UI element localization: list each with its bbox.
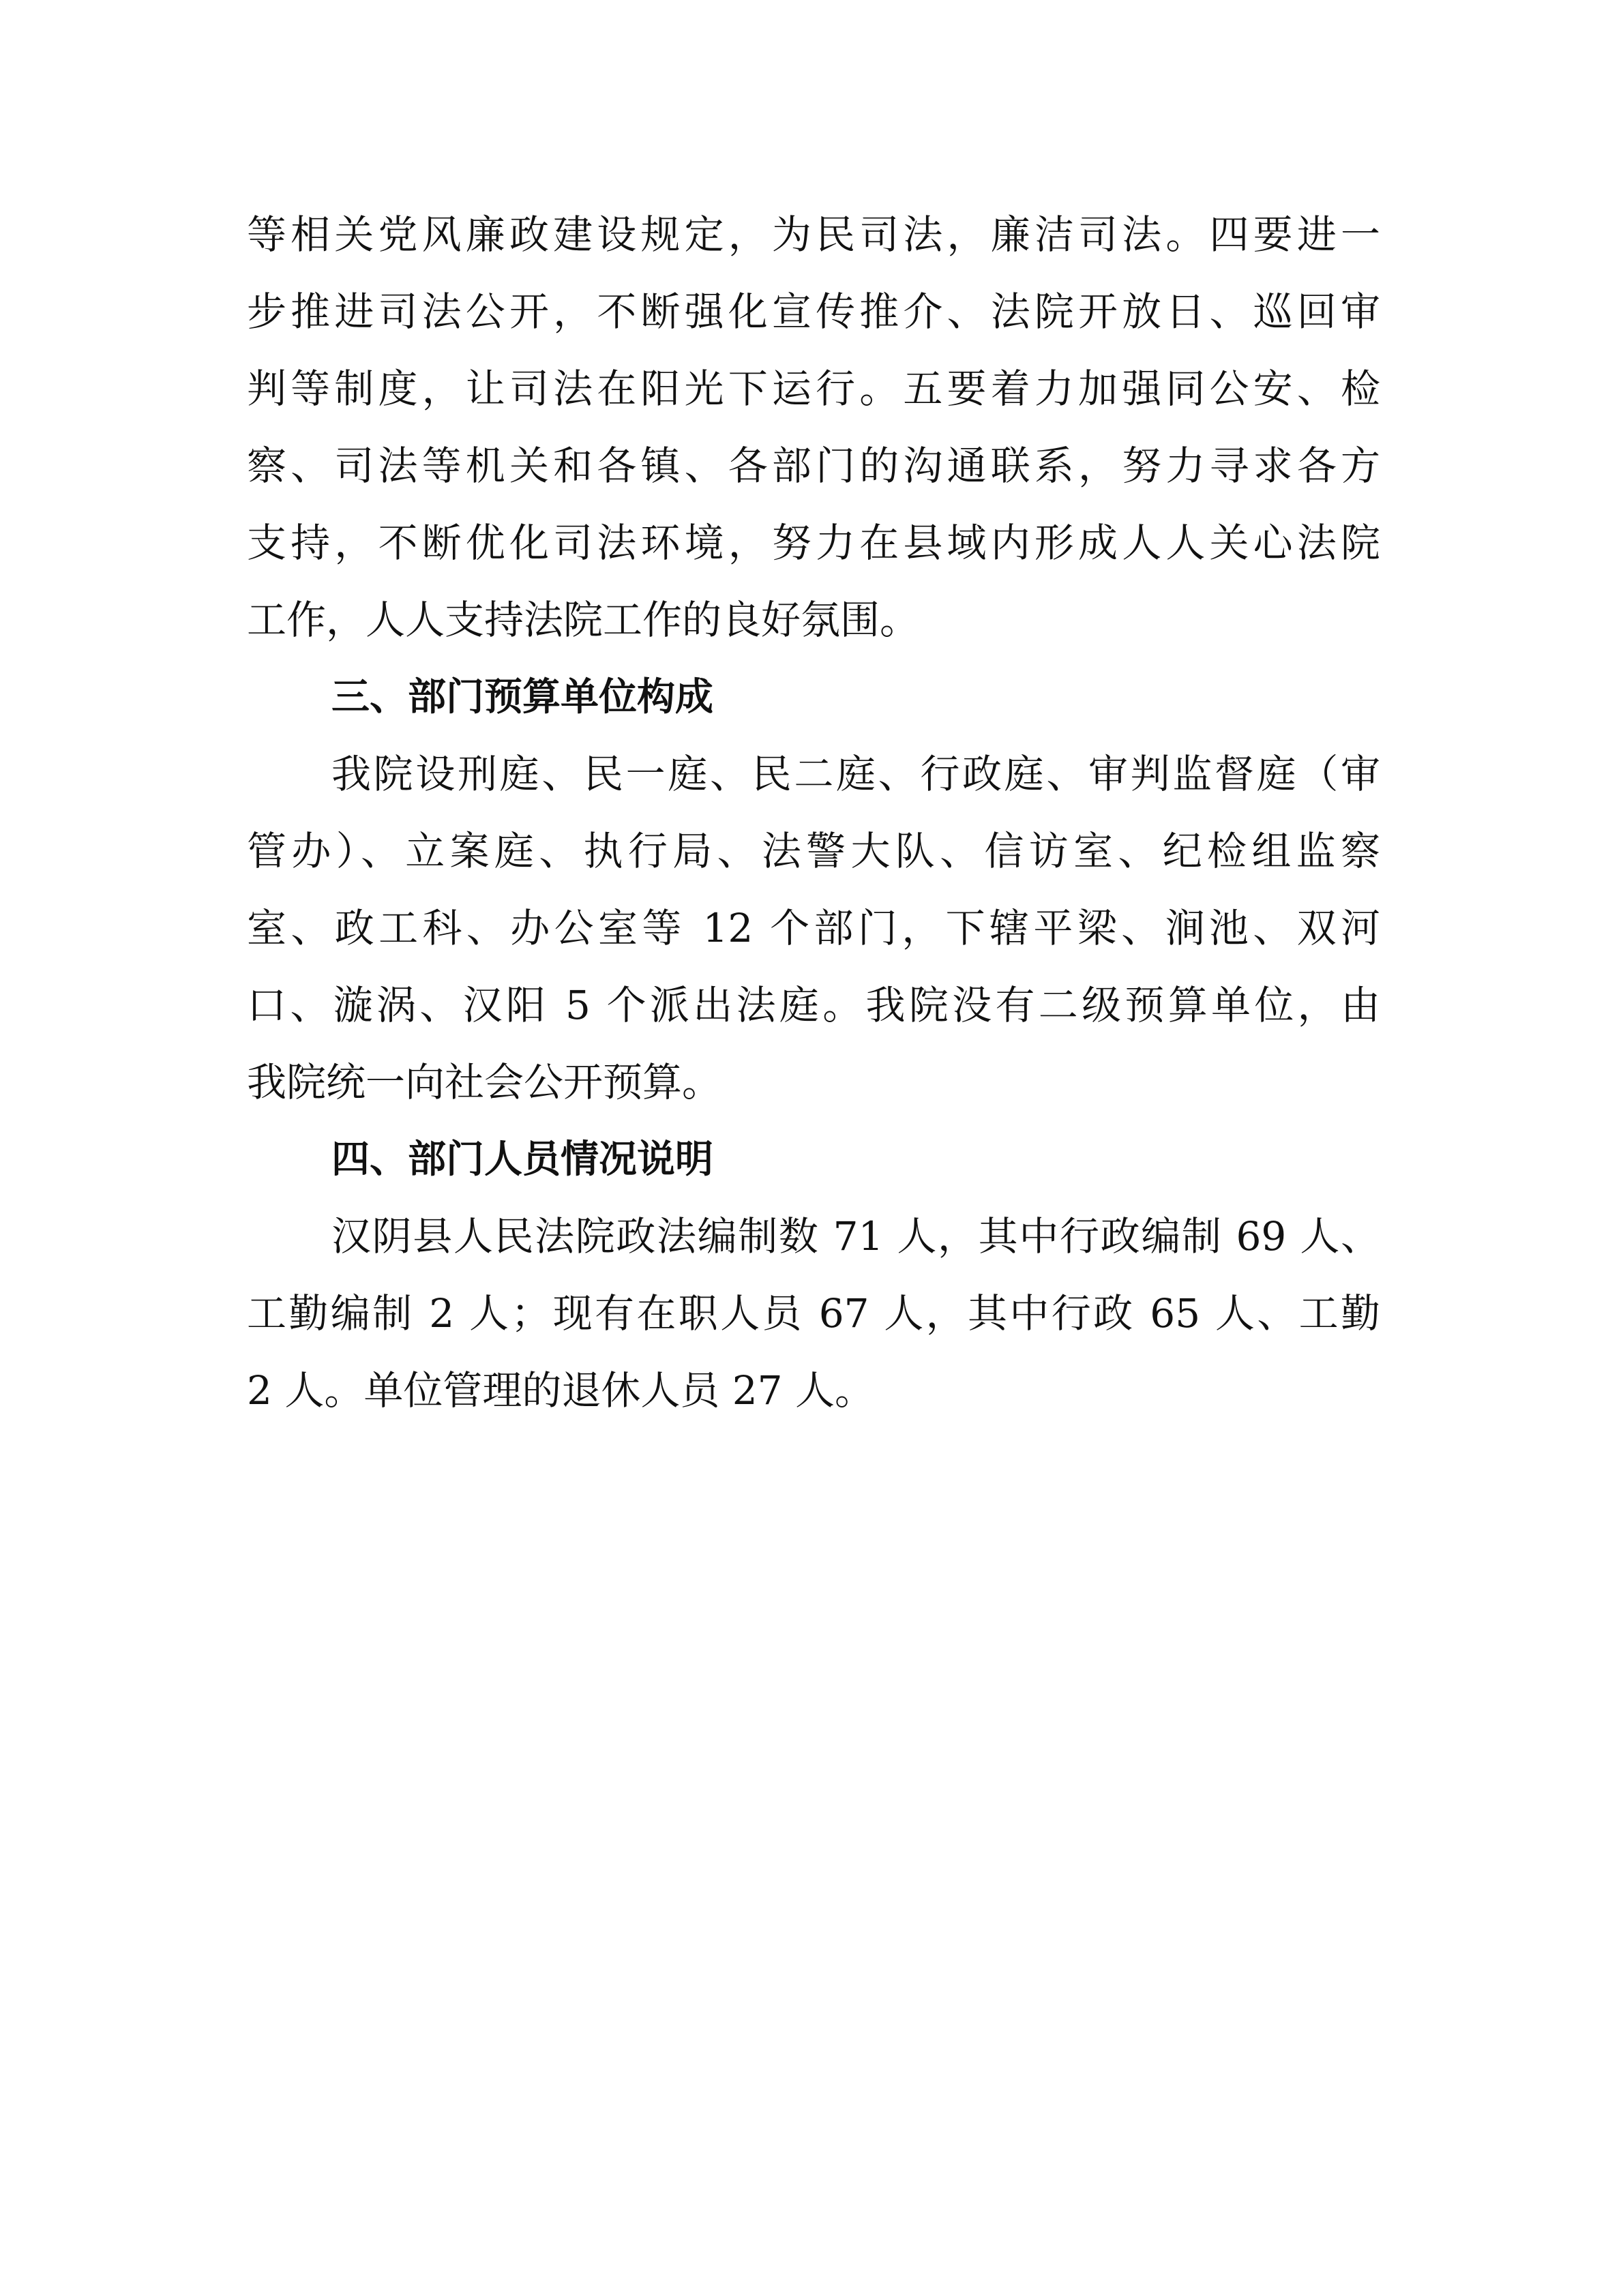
text-line: 口、漩涡、汉阳 5 个派出法庭。我院没有二级预算单位，由 — [247, 982, 1380, 1028]
text-line: 察、司法等机关和各镇、各部门的沟通联系，努力寻求各方 — [247, 443, 1380, 489]
text-line: 2 人。单位管理的退休人员 27 人。 — [247, 1367, 875, 1414]
text-line: 室、政工科、办公室等 12 个部门，下辖平梁、涧池、双河 — [247, 905, 1380, 951]
text-line: 汉阴县人民法院政法编制数 71 人，其中行政编制 69 人、 — [331, 1213, 1380, 1259]
text-line: 支持，不断优化司法环境，努力在县域内形成人人关心法院 — [247, 520, 1380, 566]
text-line: 我院设刑庭、民一庭、民二庭、行政庭、审判监督庭（审 — [331, 751, 1380, 797]
section-heading-staff: 四、部门人员情况说明 — [331, 1137, 713, 1182]
text-line: 等相关党风廉政建设规定，为民司法，廉洁司法。四要进一 — [247, 211, 1380, 258]
paragraph-continuation — [247, 196, 1380, 659]
paragraph-staff — [247, 1198, 1380, 1429]
paragraph-budget-units — [247, 736, 1380, 1121]
text-line: 工作，人人支持法院工作的良好氛围。 — [247, 597, 920, 643]
text-line: 工勤编制 2 人；现有在职人员 67 人，其中行政 65 人、工勤 — [247, 1290, 1380, 1337]
text-line: 判等制度，让司法在阳光下运行。五要着力加强同公安、检 — [247, 366, 1380, 412]
text-line: 我院统一向社会公开预算。 — [247, 1059, 722, 1105]
document-body — [247, 196, 1380, 1429]
text-line: 步推进司法公开，不断强化宣传推介、法院开放日、巡回审 — [247, 288, 1380, 335]
text-line: 管办）、立案庭、执行局、法警大队、信访室、纪检组监察 — [247, 828, 1380, 874]
section-heading-budget-units: 三、部门预算单位构成 — [331, 675, 713, 719]
